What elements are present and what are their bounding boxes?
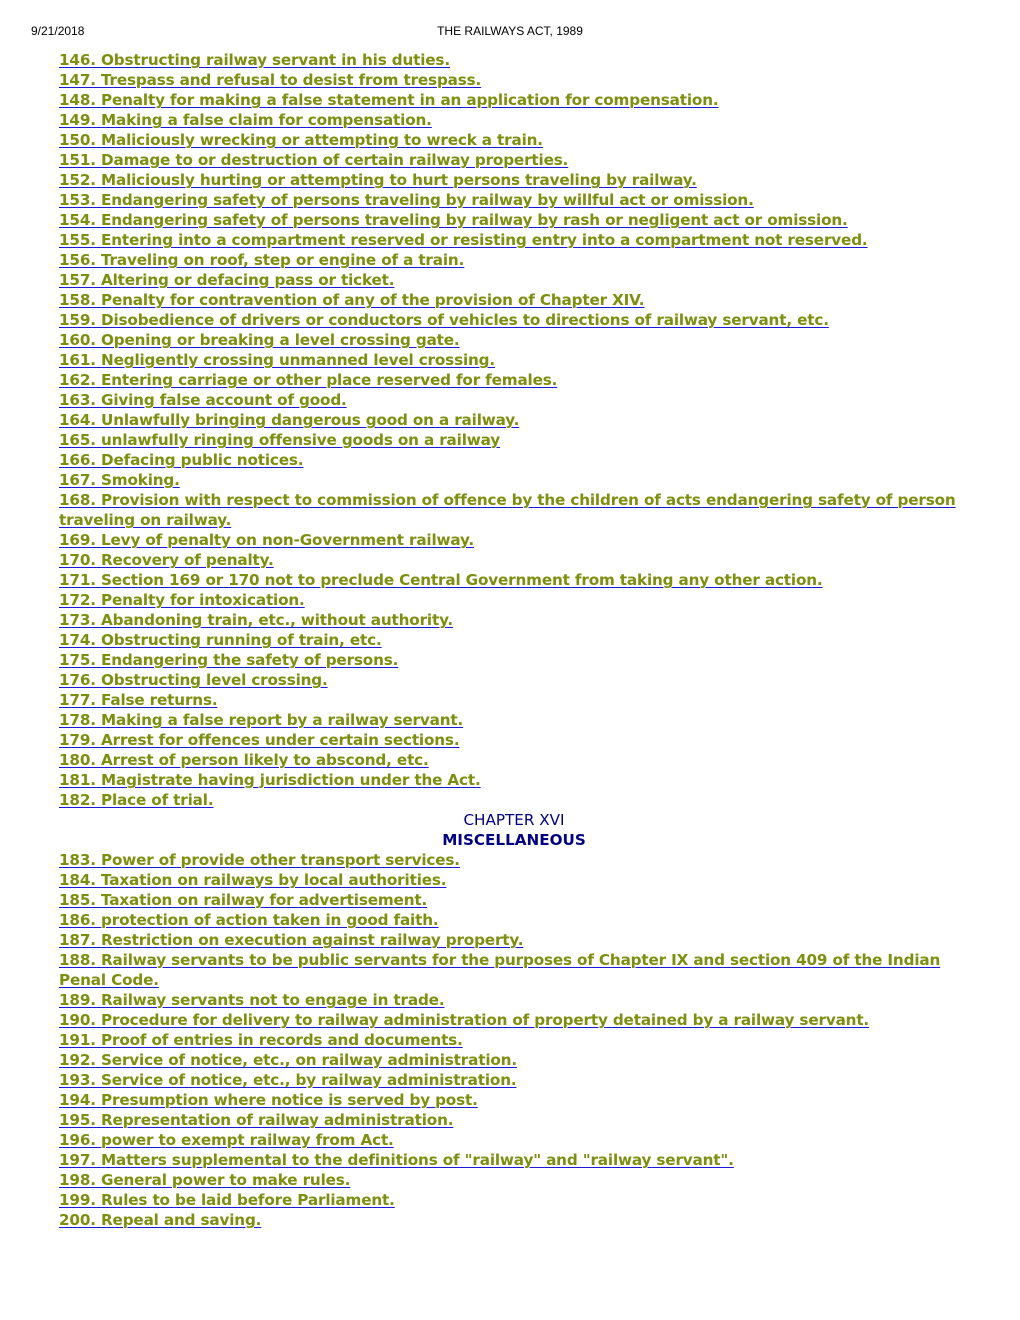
section-link[interactable]: 173. Abandoning train, etc., without authority. xyxy=(59,611,454,629)
section-link[interactable]: 180. Arrest of person likely to abscond, etc. xyxy=(59,751,429,769)
section-link[interactable]: 167. Smoking. xyxy=(59,471,180,489)
section-link[interactable]: 186. protection of action taken in good faith. xyxy=(59,911,439,929)
section-link[interactable]: 160. Opening or breaking a level crossing gate. xyxy=(59,331,460,349)
section-link[interactable]: 199. Rules to be laid before Parliament. xyxy=(59,1191,395,1209)
section-link[interactable]: 176. Obstructing level crossing. xyxy=(59,671,328,689)
section-link[interactable]: 155. Entering into a compartment reserved or resisting entry into a compartment not reserved. xyxy=(59,231,868,249)
section-link[interactable]: 178. Making a false report by a railway servant. xyxy=(59,711,464,729)
section-list-chapter-xv xyxy=(59,50,969,810)
section-link[interactable]: 151. Damage to or destruction of certain railway properties. xyxy=(59,151,569,169)
section-link[interactable]: 150. Maliciously wrecking or attempting to wreck a train. xyxy=(59,131,543,149)
section-link[interactable]: 194. Presumption where notice is served by post. xyxy=(59,1091,478,1109)
section-link[interactable]: 198. General power to make rules. xyxy=(59,1171,351,1189)
section-link[interactable]: 171. Section 169 or 170 not to preclude Central Government from taking any other action. xyxy=(59,571,823,589)
document-title: THE RAILWAYS ACT, 1989 xyxy=(437,24,583,38)
section-link[interactable]: 172. Penalty for intoxication. xyxy=(59,591,305,609)
table-of-contents xyxy=(59,50,969,1230)
section-link[interactable]: 190. Procedure for delivery to railway administration of property detained by a railway servant. xyxy=(59,1011,870,1029)
section-link[interactable]: 177. False returns. xyxy=(59,691,218,709)
section-link[interactable]: 188. Railway servants to be public servants for the purposes of Chapter IX and section 409 of the Indian Penal Code. xyxy=(59,951,941,989)
section-list-chapter-xvi xyxy=(59,850,969,1230)
section-link[interactable]: 159. Disobedience of drivers or conductors of vehicles to directions of railway servant, etc. xyxy=(59,311,829,329)
section-link[interactable]: 158. Penalty for contravention of any of the provision of Chapter XIV. xyxy=(59,291,645,309)
section-link[interactable]: 162. Entering carriage or other place reserved for females. xyxy=(59,371,558,389)
section-link[interactable]: 157. Altering or defacing pass or ticket. xyxy=(59,271,395,289)
section-link[interactable]: 148. Penalty for making a false statement in an application for compensation. xyxy=(59,91,719,109)
chapter-title: MISCELLANEOUS xyxy=(442,831,586,849)
section-link[interactable]: 165. unlawfully ringing offensive goods on a railway xyxy=(59,431,501,449)
section-link[interactable]: 149. Making a false claim for compensation. xyxy=(59,111,432,129)
section-link[interactable]: 146. Obstructing railway servant in his duties. xyxy=(59,51,450,69)
section-link[interactable]: 170. Recovery of penalty. xyxy=(59,551,274,569)
section-link[interactable]: 189. Railway servants not to engage in trade. xyxy=(59,991,445,1009)
section-link[interactable]: 187. Restriction on execution against railway property. xyxy=(59,931,524,949)
section-link[interactable]: 196. power to exempt railway from Act. xyxy=(59,1131,394,1149)
section-link[interactable]: 147. Trespass and refusal to desist from trespass. xyxy=(59,71,482,89)
section-link[interactable]: 192. Service of notice, etc., on railway administration. xyxy=(59,1051,517,1069)
section-link[interactable]: 163. Giving false account of good. xyxy=(59,391,347,409)
chapter-number: CHAPTER XVI xyxy=(463,811,565,829)
section-link[interactable]: 181. Magistrate having jurisdiction under the Act. xyxy=(59,771,481,789)
section-link[interactable]: 185. Taxation on railway for advertisement. xyxy=(59,891,428,909)
section-link[interactable]: 200. Repeal and saving. xyxy=(59,1211,262,1229)
print-header xyxy=(31,24,989,40)
section-link[interactable]: 168. Provision with respect to commission of offence by the children of acts endangering safety of person traveling on railway. xyxy=(59,491,956,529)
section-link[interactable]: 183. Power of provide other transport services. xyxy=(59,851,460,869)
section-link[interactable]: 153. Endangering safety of persons traveling by railway by willful act or omission. xyxy=(59,191,754,209)
print-date: 9/21/2018 xyxy=(31,24,85,38)
section-link[interactable]: 161. Negligently crossing unmanned level crossing. xyxy=(59,351,496,369)
section-link[interactable]: 156. Traveling on roof, step or engine of a train. xyxy=(59,251,465,269)
section-link[interactable]: 191. Proof of entries in records and documents. xyxy=(59,1031,463,1049)
section-link[interactable]: 169. Levy of penalty on non-Government railway. xyxy=(59,531,475,549)
section-link[interactable]: 179. Arrest for offences under certain sections. xyxy=(59,731,460,749)
section-link[interactable]: 154. Endangering safety of persons traveling by railway by rash or negligent act or omission. xyxy=(59,211,848,229)
section-link[interactable]: 164. Unlawfully bringing dangerous good on a railway. xyxy=(59,411,520,429)
section-link[interactable]: 166. Defacing public notices. xyxy=(59,451,304,469)
section-link[interactable]: 193. Service of notice, etc., by railway administration. xyxy=(59,1071,517,1089)
section-link[interactable]: 197. Matters supplemental to the definitions of "railway" and "railway servant". xyxy=(59,1151,734,1169)
section-link[interactable]: 174. Obstructing running of train, etc. xyxy=(59,631,382,649)
section-link[interactable]: 184. Taxation on railways by local authorities. xyxy=(59,871,447,889)
section-link[interactable]: 152. Maliciously hurting or attempting to hurt persons traveling by railway. xyxy=(59,171,697,189)
section-link[interactable]: 195. Representation of railway administration. xyxy=(59,1111,454,1129)
section-link[interactable]: 175. Endangering the safety of persons. xyxy=(59,651,399,669)
section-link[interactable]: 182. Place of trial. xyxy=(59,791,214,809)
